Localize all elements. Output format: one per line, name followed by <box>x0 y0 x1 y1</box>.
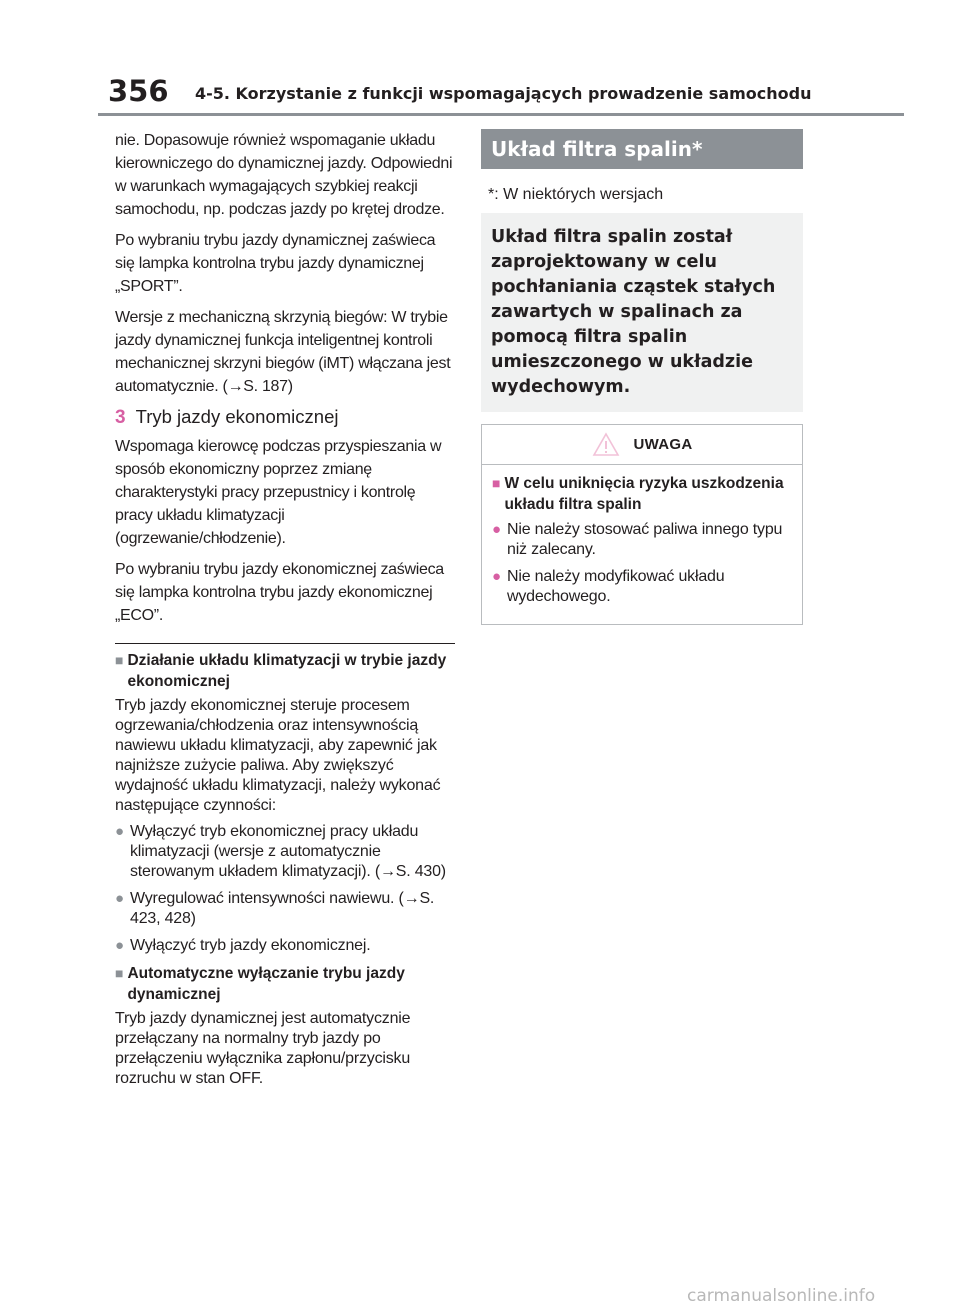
caution-subheading-text: W celu uniknięcia ryzyka uszkodzenia układu filtra spalin <box>504 475 784 513</box>
caution-header <box>482 425 802 465</box>
bullet-icon: ● <box>492 521 501 538</box>
square-bullet-icon: ■ <box>115 965 124 981</box>
square-bullet-icon: ■ <box>115 652 124 668</box>
section-title-bar: Układ filtra spalin* <box>481 129 803 169</box>
bullet-icon: ● <box>115 890 124 907</box>
step-title: Tryb jazdy ekonomicznej <box>135 406 339 427</box>
chapter-title: 4-5. Korzystanie z funkcji wspomagających prowadzenie samochodu <box>195 84 812 103</box>
caution-item-text: Nie należy stosować paliwa innego typu niż zalecany. <box>507 521 783 558</box>
list-item-text: Wyłączyć tryb jazdy ekonomicznej. <box>130 937 371 954</box>
left-column <box>115 129 455 1095</box>
paragraph-imt: Wersje z mechaniczną skrzynią biegów: W trybie jazdy dynamicznej funkcja inteligentnej kontroli mechanicznej skrzyni biegów (iMT) włączana jest automatycznie. (→S. 187) <box>115 309 451 395</box>
subheading-text: Działanie układu klimatyzacji w trybie jazdy ekonomicznej <box>127 652 447 690</box>
list-item <box>115 822 455 882</box>
step-number: 3 <box>115 407 126 428</box>
section-divider <box>115 643 455 644</box>
bullet-icon: ● <box>115 823 124 840</box>
subheading-auto-off <box>115 963 455 1005</box>
header-rule <box>98 113 904 116</box>
list-item-text: Wyregulować intensywności nawiewu. (→S. 423, 428) <box>130 890 435 927</box>
paragraph-auto-off: Tryb jazdy dynamicznej jest automatycznie przełączany na normalny tryb jazdy po przełączeniu wyłącznika zapłonu/przycisku rozruchu w stan OFF. <box>115 1010 411 1087</box>
caution-subheading <box>492 473 792 515</box>
bullet-icon: ● <box>115 937 124 954</box>
page-number: 356 <box>108 74 169 108</box>
step-heading-eco <box>115 406 455 429</box>
list-item <box>115 936 455 956</box>
caution-item <box>492 567 792 607</box>
subheading-text: Automatyczne wyłączanie trybu jazdy dynamicznej <box>127 965 405 1003</box>
footnote: *: W niektórych wersjach <box>488 186 664 203</box>
caution-item <box>492 520 792 560</box>
right-column <box>481 129 803 625</box>
paragraph-eco-indicator: Po wybraniu trybu jazdy ekonomicznej zaświeca się lampka kontrolna trybu jazdy ekonomicznej „ECO”. <box>115 561 444 624</box>
list-item-text: Wyłączyć tryb ekonomicznej pracy układu klimatyzacji (wersje z automatycznie sterowanym układem klimatyzacji). (→S. 430) <box>130 823 446 880</box>
subheading-climate <box>115 650 455 692</box>
summary-box: Układ filtra spalin został zaprojektowany w celu pochłaniania cząstek stałych zawartych w spalinach za pomocą filtra spalin umieszczonego w układzie wydechowym. <box>481 213 803 412</box>
paragraph-sport-indicator: Po wybraniu trybu jazdy dynamicznej zaświeca się lampka kontrolna trybu jazdy dynamicznej „SPORT”. <box>115 232 436 295</box>
caution-body <box>482 465 802 624</box>
bullet-icon: ● <box>492 568 501 585</box>
paragraph-sport-steering: nie. Dopasowuje również wspomaganie układu kierowniczego do dynamicznej jazdy. Odpowiedni w warunkach wymagających szybkiej reakcji samochodu, np. podczas jazdy po krętej drodze. <box>115 132 453 218</box>
watermark: carmanualsonline.info <box>687 1286 876 1306</box>
warning-triangle-icon <box>592 432 620 457</box>
caution-label: UWAGA <box>633 436 693 453</box>
caution-item-text: Nie należy modyfikować układu wydechowego. <box>507 568 725 605</box>
caution-box <box>481 424 803 625</box>
paragraph-eco-description: Wspomaga kierowcę podczas przyspieszania w sposób ekonomiczny poprzez zmianę charakterystyki pracy przepustnicy i kontrolę pracy układu klimatyzacji (ogrzewanie/chłodzenie). <box>115 438 442 547</box>
square-bullet-icon: ■ <box>492 475 501 491</box>
list-item <box>115 889 455 929</box>
paragraph-climate: Tryb jazdy ekonomicznej steruje procesem ogrzewania/chłodzenia oraz intensywnością nawiewu układu klimatyzacji, aby zapewnić jak najniższe zużycie paliwa. Aby zwiększyć wydajność układu klimatyzacji, należy wykonać następujące czynności: <box>115 697 441 814</box>
